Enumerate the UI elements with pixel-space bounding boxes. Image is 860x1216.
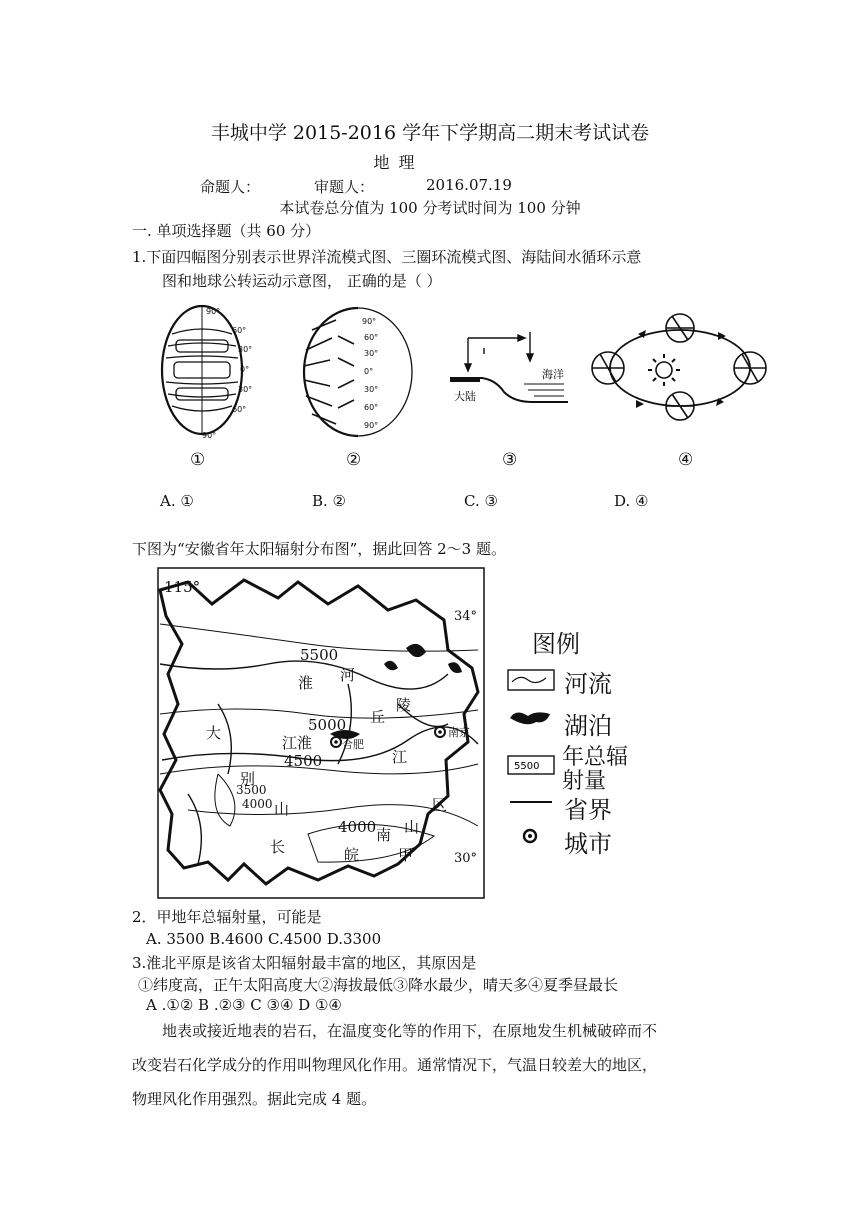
map-isoline-4500: 4500 [284, 752, 323, 770]
passage-line3: 物理风化作用强烈。据此完成 4 题。 [132, 1090, 377, 1108]
map-isoline-3500: 3500 [236, 783, 267, 797]
fig1-lat-1: 60° [232, 326, 247, 335]
map-place-qu: 区 [432, 796, 448, 814]
fig3-caption: ③ [502, 450, 518, 470]
legend-lake-label: 湖泊 [564, 712, 612, 740]
map-place-jianghuai: 江淮 [282, 734, 313, 752]
map-isoline-4000-a: 4000 [242, 797, 273, 811]
map-place-he: 河 [340, 666, 356, 684]
map-place-jiang: 江 [392, 748, 408, 766]
fig2-lat-6: 90° [364, 421, 379, 430]
author-label: 命题人： [200, 178, 261, 196]
fig2-lat-3: 0° [364, 367, 374, 376]
map-city-nanjing: 南京 [448, 726, 470, 739]
map-lon-label: 115° [164, 578, 201, 596]
map-city-hefei: 合肥 [342, 738, 364, 751]
fig2-lat-5: 60° [364, 403, 379, 412]
fig1-caption: ① [190, 450, 206, 470]
map-place-huai: 淮 [298, 674, 314, 692]
fig2-lat-1: 60° [364, 333, 379, 342]
q3-options: A .①② B .②③ C ③④ D ①④ [146, 996, 342, 1014]
q1-stem-line2: 图和地球公转运动示意图， 正确的是（ ） [162, 272, 442, 290]
map-place-shan1: 山 [274, 800, 290, 818]
exam-totals: 本试卷总分值为 100 分考试时间为 100 分钟 [279, 199, 581, 217]
fig3-ocean-label: 海洋 [542, 368, 564, 381]
subject-name: 地 理 [373, 153, 417, 172]
map-place-wan: 皖 [344, 846, 360, 864]
fig1-lat-4: 30° [238, 385, 253, 394]
legend-border-label: 省界 [564, 796, 612, 824]
map-place-nan: 南 [376, 826, 392, 844]
fig1-lat-2: 30° [238, 345, 253, 354]
legend-isoline-label-1: 年总辐 [562, 745, 629, 770]
passage-line1: 地表或接近地表的岩石，在温度变化等的作用下，在原地发生机械破碎而不 [162, 1022, 658, 1040]
fig2-lat-2: 30° [364, 349, 379, 358]
q2-stem: 2．甲地年总辐射量，可能是 [132, 908, 322, 926]
earth-orbit-figure [588, 312, 772, 424]
q1-stem-line1: 1.下面四幅图分别表示世界洋流模式图、三圈环流模式图、海陆间水循环示意 [132, 248, 642, 266]
map-place-jia: 甲 [398, 846, 414, 864]
ocean-current-figure [158, 300, 268, 442]
legend-river-label: 河流 [564, 670, 612, 698]
exam-date: 2016.07.19 [426, 176, 512, 194]
q1-option-a: A. ① [160, 492, 194, 510]
map-place-chang: 长 [270, 838, 286, 856]
legend-title: 图例 [532, 630, 580, 658]
fig2-lat-4: 30° [364, 385, 379, 394]
fig1-lat-6: 90° [202, 431, 217, 440]
fig3-land-label: 大陆 [454, 390, 476, 403]
solar-radiation-map [148, 564, 492, 904]
legend-isoline-label-2: 射量 [562, 769, 607, 794]
map-place-qiu: 丘 [370, 708, 386, 726]
map-intro: 下图为“安徽省年太阳辐射分布图”，据此回答 2～3 题。 [132, 540, 506, 558]
fig4-caption: ④ [678, 450, 694, 470]
map-lat-top: 34° [454, 609, 478, 624]
legend-city-label: 城市 [564, 830, 612, 858]
map-place-ling: 陵 [396, 696, 412, 714]
exam-title: 丰城中学 2015-2016 学年下学期高二期末考试试卷 [210, 122, 650, 144]
map-isoline-5500: 5500 [300, 646, 339, 664]
q1-option-b: B. ② [312, 492, 347, 510]
fig1-lat-0: 90° [206, 307, 221, 316]
fig1-lat-3: 0° [240, 365, 250, 374]
map-place-da: 大 [206, 724, 222, 742]
q1-option-d: D. ④ [614, 492, 649, 510]
legend-lake-symbol [510, 712, 550, 724]
map-isoline-5000: 5000 [308, 716, 347, 734]
fig2-caption: ② [346, 450, 362, 470]
water-cycle-figure [448, 318, 574, 418]
legend-symbols [506, 668, 556, 848]
section-heading: 一. 单项选择题（共 60 分） [132, 222, 321, 240]
map-lat-bottom: 30° [454, 851, 478, 866]
q3-stem: 3.淮北平原是该省太阳辐射最丰富的地区，其原因是 [132, 954, 477, 972]
q3-choices: ①纬度高，正午太阳高度大②海拔最低③降水最少，晴天多④夏季昼最长 [138, 976, 619, 994]
map-place-shan2: 山 [404, 818, 420, 836]
fig1-lat-5: 60° [232, 405, 247, 414]
fig2-lat-0: 90° [362, 317, 377, 326]
q1-option-c: C. ③ [464, 492, 498, 510]
map-isoline-4000-b: 4000 [338, 818, 377, 836]
passage-line2: 改变岩石化学成分的作用叫物理风化作用。通常情况下，气温日较差大的地区， [132, 1056, 658, 1074]
map-place-bie: 别 [240, 770, 256, 788]
circulation-figure [292, 300, 422, 442]
q2-options: A. 3500 B.4600 C.4500 D.3300 [146, 930, 382, 948]
reviewer-label: 审题人： [314, 178, 375, 196]
legend-isoline-sample: 5500 [514, 761, 540, 772]
